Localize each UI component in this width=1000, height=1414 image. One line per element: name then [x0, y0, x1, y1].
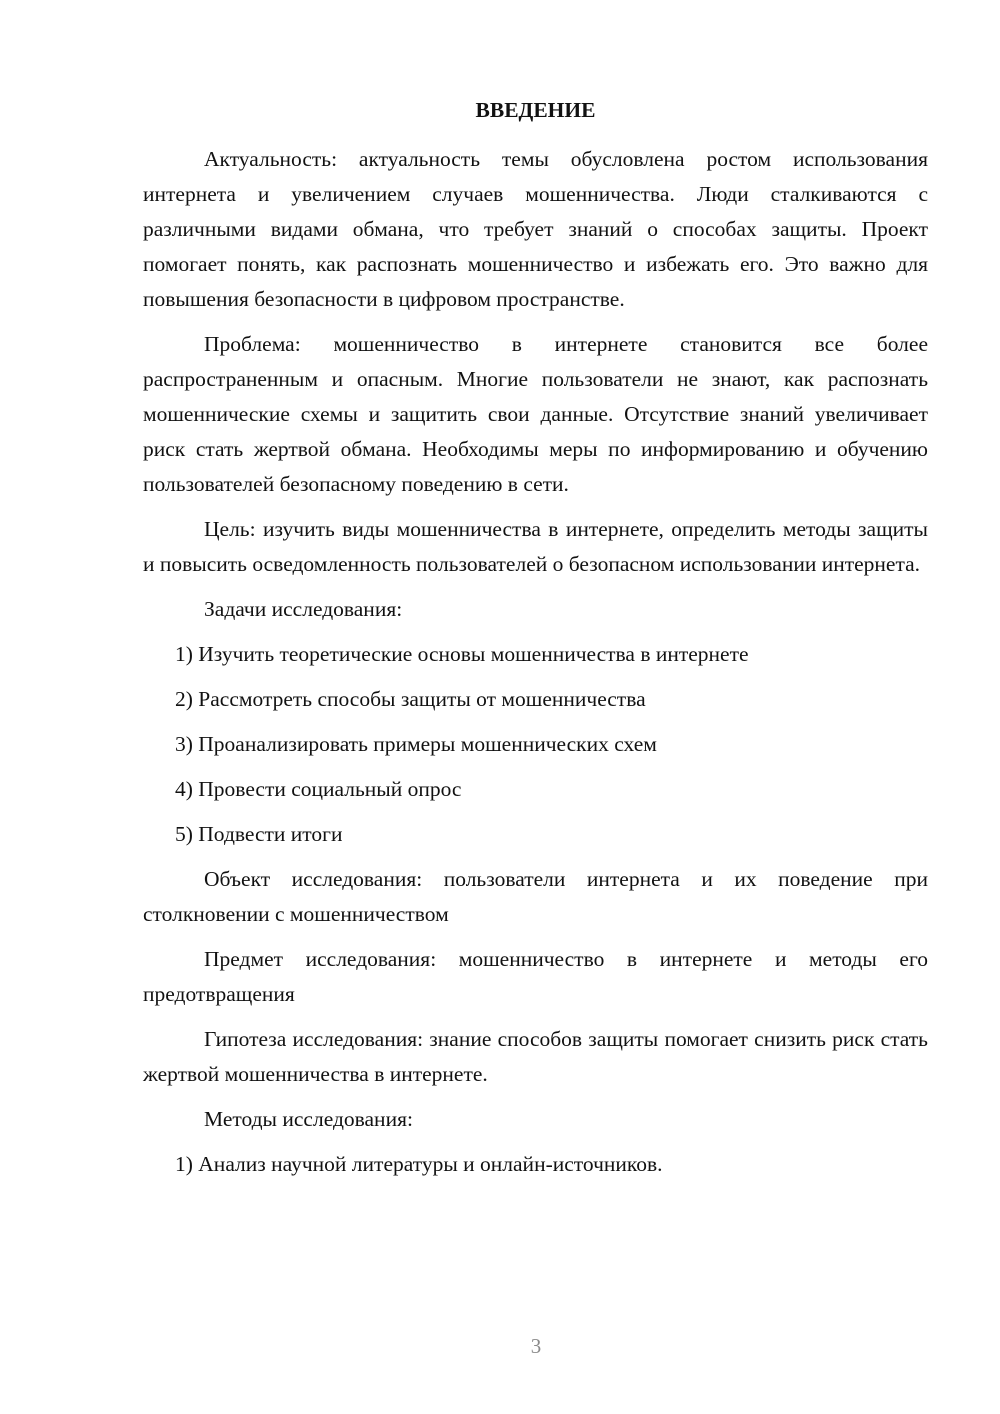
tasks-heading: Задачи исследования: [204, 597, 403, 621]
paragraph-relevance: Актуальность: актуальность темы обусловлена ростом использования интернета и увеличением случаев мошенничества. Люди сталкиваются с различными видами обмана, что требует знаний о способах защиты. Проект помогает понять, как распознать мошенничество и избежать его. Это важно для повышения безопасности в цифровом пространстве. [143, 147, 928, 311]
list-item: 2) Рассмотреть способы защиты от мошенничества [175, 687, 646, 711]
paragraph-goal: Цель: изучить виды мошенничества в интернете, определить методы защиты и повысить осведомленность пользователей о безопасном использовании интернета. [143, 517, 928, 576]
paragraph-subject: Предмет исследования: мошенничество в интернете и методы его предотвращения [143, 947, 928, 1006]
methods-list [143, 1147, 928, 1182]
document-page [143, 96, 928, 1192]
list-item: 3) Проанализировать примеры мошеннических схем [175, 732, 657, 756]
list-item: 4) Провести социальный опрос [175, 777, 462, 801]
page-number: 3 [530, 1334, 542, 1358]
list-item: 1) Изучить теоретические основы мошенничества в интернете [175, 642, 749, 666]
methods-heading: Методы исследования: [204, 1107, 413, 1131]
tasks-list [143, 637, 928, 852]
paragraph-problem: Проблема: мошенничество в интернете становится все более распространенным и опасным. Многие пользователи не знают, как распознать мошеннические схемы и защитить свои данные. Отсутствие знаний увеличивает риск стать жертвой обмана. Необходимы меры по информированию и обучению пользователей безопасному поведению в сети. [143, 332, 928, 496]
paragraph-hypothesis: Гипотеза исследования: знание способов защиты помогает снизить риск стать жертвой мошенничества в интернете. [143, 1027, 928, 1086]
page-title: ВВЕДЕНИЕ [475, 98, 596, 122]
list-item: 5) Подвести итоги [175, 822, 343, 846]
list-item: 1) Анализ научной литературы и онлайн-источников. [175, 1152, 663, 1176]
paragraph-object: Объект исследования: пользователи интернета и их поведение при столкновении с мошенничеством [143, 867, 928, 926]
